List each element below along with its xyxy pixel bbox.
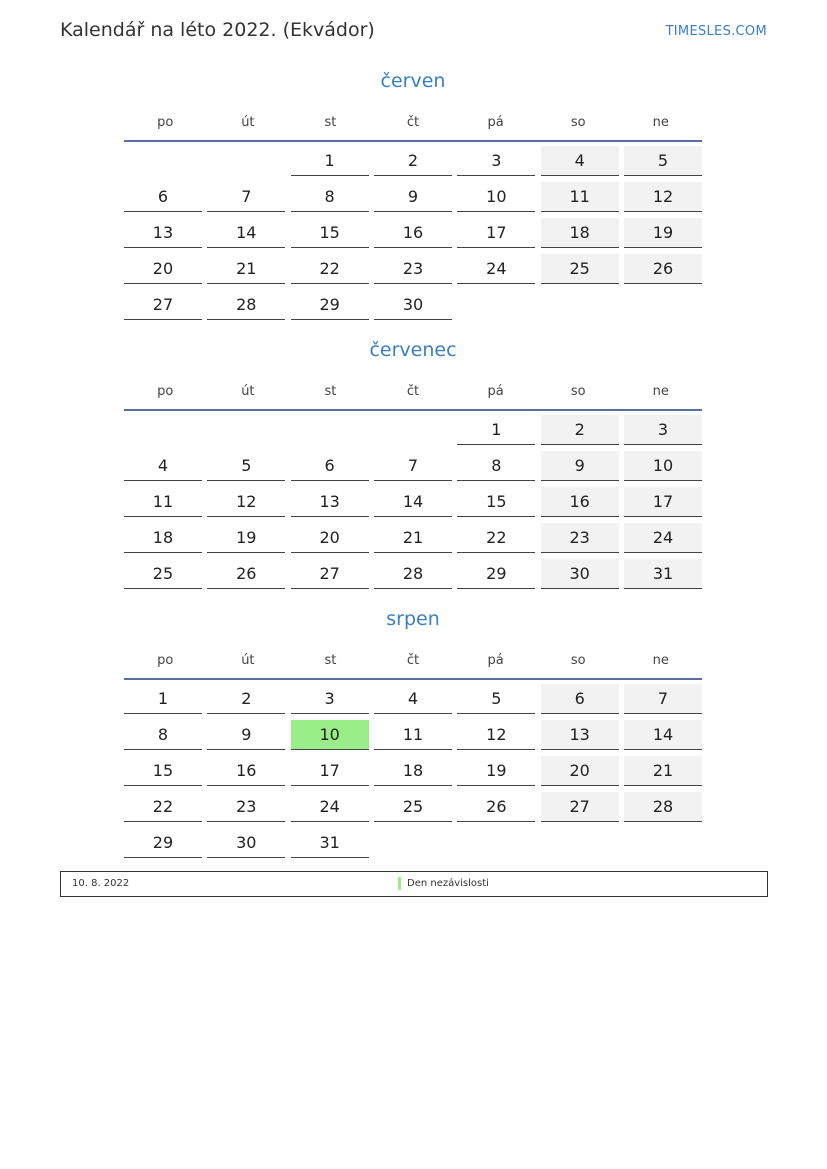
week-row xyxy=(124,756,702,792)
weekday-header xyxy=(124,642,702,680)
day-cell: 17 xyxy=(291,756,369,786)
day-cell: 17 xyxy=(457,218,535,248)
weekend-day-cell: 13 xyxy=(541,720,619,750)
day-cell: 20 xyxy=(291,523,369,553)
day-cell: 30 xyxy=(207,828,285,858)
empty-day-cell xyxy=(541,290,619,320)
empty-day-cell xyxy=(624,290,702,320)
day-cell: 3 xyxy=(291,684,369,714)
month-june xyxy=(124,70,702,326)
day-cell: 9 xyxy=(207,720,285,750)
weekend-day-cell: 25 xyxy=(541,254,619,284)
weekday-label: út xyxy=(241,383,255,399)
day-cell: 13 xyxy=(124,218,202,248)
weekend-day-cell: 30 xyxy=(541,559,619,589)
day-cell: 13 xyxy=(291,487,369,517)
day-cell: 1 xyxy=(291,146,369,176)
weekday-label: pá xyxy=(487,114,504,130)
week-row xyxy=(124,720,702,756)
legend-color-marker xyxy=(398,877,401,890)
day-cell: 21 xyxy=(207,254,285,284)
week-row xyxy=(124,684,702,720)
day-cell: 1 xyxy=(124,684,202,714)
weekend-day-cell: 23 xyxy=(541,523,619,553)
weekday-label: ne xyxy=(652,652,669,668)
month-july xyxy=(124,339,702,595)
day-cell: 23 xyxy=(207,792,285,822)
day-cell: 26 xyxy=(207,559,285,589)
weekday-label: čt xyxy=(406,652,420,668)
week-row xyxy=(124,559,702,595)
weekend-day-cell: 19 xyxy=(624,218,702,248)
weekend-day-cell: 24 xyxy=(624,523,702,553)
weekend-day-cell: 3 xyxy=(624,415,702,445)
weekday-label: čt xyxy=(406,383,420,399)
week-row xyxy=(124,451,702,487)
brand-link[interactable]: TIMESLES.COM xyxy=(665,24,767,39)
weekday-label: so xyxy=(570,114,586,130)
weekday-label: út xyxy=(241,114,255,130)
day-cell: 30 xyxy=(374,290,452,320)
day-cell: 24 xyxy=(291,792,369,822)
weekday-label: so xyxy=(570,652,586,668)
day-cell: 29 xyxy=(291,290,369,320)
day-cell: 2 xyxy=(207,684,285,714)
day-cell: 15 xyxy=(124,756,202,786)
day-cell: 14 xyxy=(374,487,452,517)
day-cell: 27 xyxy=(124,290,202,320)
day-cell: 3 xyxy=(457,146,535,176)
empty-day-cell xyxy=(124,415,202,445)
week-row xyxy=(124,218,702,254)
weekday-label: ne xyxy=(652,114,669,130)
day-cell: 15 xyxy=(457,487,535,517)
day-cell: 8 xyxy=(124,720,202,750)
weekend-day-cell: 10 xyxy=(624,451,702,481)
day-cell: 10 xyxy=(457,182,535,212)
day-cell: 8 xyxy=(457,451,535,481)
weekday-header xyxy=(124,104,702,142)
holiday-day-cell: 10 xyxy=(291,720,369,750)
weekend-day-cell: 5 xyxy=(624,146,702,176)
day-cell: 5 xyxy=(207,451,285,481)
day-cell: 5 xyxy=(457,684,535,714)
day-cell: 6 xyxy=(291,451,369,481)
empty-day-cell xyxy=(207,146,285,176)
day-cell: 25 xyxy=(374,792,452,822)
day-cell: 19 xyxy=(207,523,285,553)
day-cell: 6 xyxy=(124,182,202,212)
day-cell: 14 xyxy=(207,218,285,248)
weekend-day-cell: 9 xyxy=(541,451,619,481)
day-cell: 18 xyxy=(124,523,202,553)
day-cell: 19 xyxy=(457,756,535,786)
day-cell: 29 xyxy=(124,828,202,858)
month-title: červenec xyxy=(369,339,457,361)
week-row xyxy=(124,828,702,864)
weeks-grid xyxy=(124,415,702,595)
weeks-grid xyxy=(124,684,702,864)
month-title: srpen xyxy=(386,608,440,630)
weekend-day-cell: 28 xyxy=(624,792,702,822)
weekday-label: st xyxy=(324,383,337,399)
weekday-label: po xyxy=(157,114,174,130)
weekend-day-cell: 12 xyxy=(624,182,702,212)
weekend-day-cell: 18 xyxy=(541,218,619,248)
day-cell: 26 xyxy=(457,792,535,822)
weekday-label: st xyxy=(324,652,337,668)
month-august xyxy=(124,608,702,864)
week-row xyxy=(124,523,702,559)
empty-day-cell xyxy=(124,146,202,176)
legend-date: 10. 8. 2022 xyxy=(72,878,130,889)
day-cell: 4 xyxy=(124,451,202,481)
empty-day-cell xyxy=(207,415,285,445)
week-row xyxy=(124,290,702,326)
weekday-label: so xyxy=(570,383,586,399)
day-cell: 18 xyxy=(374,756,452,786)
weekday-label: po xyxy=(157,652,174,668)
day-cell: 27 xyxy=(291,559,369,589)
day-cell: 16 xyxy=(374,218,452,248)
weekend-day-cell: 27 xyxy=(541,792,619,822)
weekend-day-cell: 17 xyxy=(624,487,702,517)
day-cell: 21 xyxy=(374,523,452,553)
day-cell: 4 xyxy=(374,684,452,714)
week-row xyxy=(124,487,702,523)
day-cell: 22 xyxy=(291,254,369,284)
empty-day-cell xyxy=(457,828,535,858)
day-cell: 28 xyxy=(374,559,452,589)
weekend-day-cell: 20 xyxy=(541,756,619,786)
week-row xyxy=(124,792,702,828)
day-cell: 11 xyxy=(124,487,202,517)
day-cell: 12 xyxy=(207,487,285,517)
week-row xyxy=(124,254,702,290)
weekend-day-cell: 4 xyxy=(541,146,619,176)
day-cell: 9 xyxy=(374,182,452,212)
empty-day-cell xyxy=(541,828,619,858)
weekend-day-cell: 2 xyxy=(541,415,619,445)
empty-day-cell xyxy=(374,828,452,858)
day-cell: 11 xyxy=(374,720,452,750)
weeks-grid xyxy=(124,146,702,326)
empty-day-cell xyxy=(624,828,702,858)
weekday-header xyxy=(124,373,702,411)
day-cell: 2 xyxy=(374,146,452,176)
weekend-day-cell: 21 xyxy=(624,756,702,786)
day-cell: 7 xyxy=(207,182,285,212)
weekday-label: ne xyxy=(652,383,669,399)
day-cell: 23 xyxy=(374,254,452,284)
empty-day-cell xyxy=(374,415,452,445)
week-row xyxy=(124,146,702,182)
weekend-day-cell: 6 xyxy=(541,684,619,714)
weekend-day-cell: 11 xyxy=(541,182,619,212)
day-cell: 25 xyxy=(124,559,202,589)
day-cell: 15 xyxy=(291,218,369,248)
day-cell: 29 xyxy=(457,559,535,589)
day-cell: 7 xyxy=(374,451,452,481)
weekend-day-cell: 16 xyxy=(541,487,619,517)
holiday-legend xyxy=(60,871,768,897)
weekend-day-cell: 14 xyxy=(624,720,702,750)
weekday-label: po xyxy=(157,383,174,399)
empty-day-cell xyxy=(291,415,369,445)
weekend-day-cell: 31 xyxy=(624,559,702,589)
day-cell: 24 xyxy=(457,254,535,284)
weekday-label: čt xyxy=(406,114,420,130)
week-row xyxy=(124,415,702,451)
empty-day-cell xyxy=(457,290,535,320)
weekday-label: pá xyxy=(487,383,504,399)
weekday-label: pá xyxy=(487,652,504,668)
day-cell: 12 xyxy=(457,720,535,750)
day-cell: 28 xyxy=(207,290,285,320)
day-cell: 16 xyxy=(207,756,285,786)
day-cell: 22 xyxy=(124,792,202,822)
weekend-day-cell: 26 xyxy=(624,254,702,284)
page-title: Kalendář na léto 2022. (Ekvádor) xyxy=(60,19,375,41)
legend-holiday-name: Den nezávislosti xyxy=(407,878,489,889)
month-title: červen xyxy=(380,70,446,92)
day-cell: 8 xyxy=(291,182,369,212)
weekday-label: út xyxy=(241,652,255,668)
day-cell: 31 xyxy=(291,828,369,858)
weekend-day-cell: 7 xyxy=(624,684,702,714)
week-row xyxy=(124,182,702,218)
day-cell: 1 xyxy=(457,415,535,445)
weekday-label: st xyxy=(324,114,337,130)
day-cell: 20 xyxy=(124,254,202,284)
day-cell: 22 xyxy=(457,523,535,553)
